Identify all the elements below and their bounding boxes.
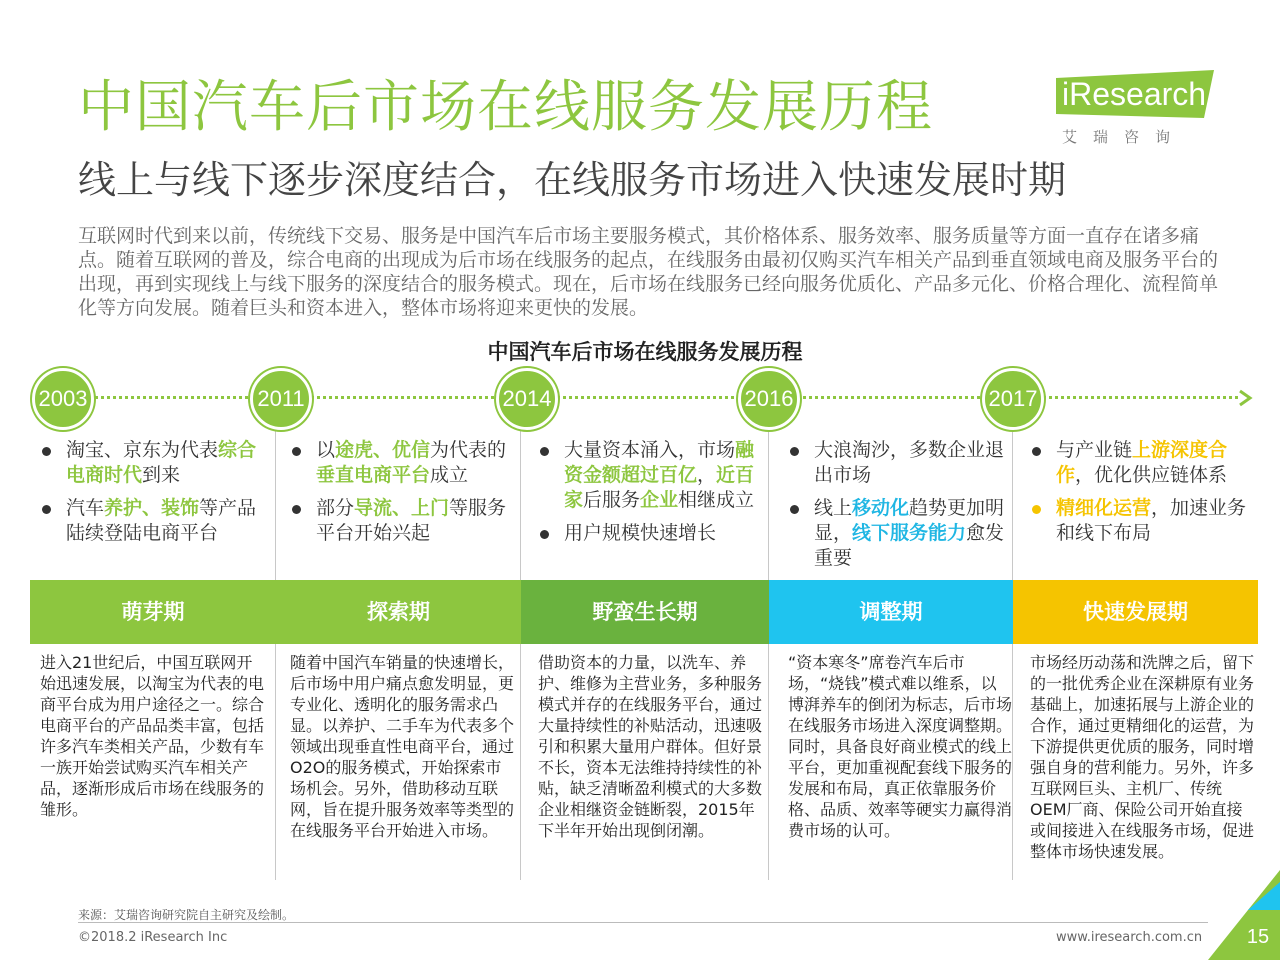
- bullet-text: ，加速业务和线下布局: [1056, 497, 1247, 544]
- bullet-dot-icon: [1032, 447, 1041, 456]
- bullet-dot-icon: [540, 530, 549, 539]
- highlight-text: 融资金额超过百亿: [564, 439, 755, 486]
- bullet-item: [538, 521, 770, 546]
- bullet-text: 等产品陆续登陆电商平台: [66, 497, 257, 544]
- bullet-text: 以: [316, 439, 336, 461]
- iresearch-logo: [1052, 66, 1222, 150]
- phase-description: 进入21世纪后，中国互联网开始迅速发展，以淘宝为代表的电商平台成为用户途径之一。综合电商平台的产品品类丰富，包括许多汽车类相关产品，少数有车一族开始尝试购买汽车相关产品，逐渐形成后市场在线服务的雏形。: [40, 653, 265, 819]
- highlight-text: 移动化: [852, 497, 910, 519]
- highlight-text: 途虎、优信: [335, 439, 431, 461]
- phase-label: 快速发展期: [1013, 580, 1258, 644]
- bullet-dot-icon: [790, 505, 799, 514]
- bullet-item: [290, 438, 522, 488]
- bullet-dot-icon: [790, 447, 799, 456]
- bullet-dot-icon: [540, 447, 549, 456]
- year-marker: 2016: [738, 368, 800, 430]
- bullet-text: 后服务: [583, 489, 641, 511]
- bullet-text: 相继成立: [678, 489, 755, 511]
- bullet-dot-icon: [1032, 505, 1041, 514]
- page-title: 中国汽车后市场在线服务发展历程: [78, 75, 933, 140]
- bullet-text: ，: [697, 464, 717, 486]
- bullet-item: [40, 496, 272, 546]
- highlight-text: 精细化运营: [1056, 497, 1152, 519]
- source-note: 来源：艾瑞咨询研究院自主研究及绘制。: [78, 908, 295, 922]
- milestone-bullets: [538, 438, 770, 554]
- year-marker: 2014: [496, 368, 558, 430]
- milestone-bullets: [290, 438, 522, 554]
- phase-description: 随着中国汽车销量的快速增长，后市场中用户痛点愈发明显，更专业化、透明化的服务需求凸显。以养护、二手车为代表多个领域出现垂直性电商平台，通过O2O的服务模式，开始探索市场机会。另外，借助移动互联网，旨在提升服务效率等类型的在线服务平台开始进入市场。: [290, 653, 515, 840]
- page-number: 15: [1246, 926, 1270, 948]
- bullet-text: 到来: [142, 464, 181, 486]
- phase-label: 探索期: [276, 580, 521, 644]
- phase-label: 调整期: [769, 580, 1013, 644]
- bullet-item: [1030, 496, 1262, 546]
- copyright: ©2018.2 iResearch Inc: [78, 930, 228, 945]
- timeline-line: [60, 396, 1238, 399]
- bullet-text: 用户规模快速增长: [564, 522, 717, 544]
- bullet-text: 汽车: [66, 497, 105, 519]
- bullet-text: 大量资本涌入，市场: [564, 439, 736, 461]
- bullet-text: 部分: [316, 497, 355, 519]
- milestone-bullets: [1030, 438, 1262, 554]
- year-marker: 2017: [982, 368, 1044, 430]
- column-separator: [275, 430, 276, 880]
- footer-divider: [78, 922, 1208, 923]
- timeline-arrow-icon: [1236, 388, 1256, 408]
- chart-title: 中国汽车后市场在线服务发展历程: [487, 340, 803, 364]
- phase-description: 借助资本的力量，以洗车、养护、维修为主营业务，多种服务模式并存的在线服务平台，通过大量持续性的补贴活动，迅速吸引和积累大量用户群体。但好景不长，资本无法维持持续性的补贴，缺乏清晰盈利模式的大多数企业相继资金链断裂，2015年下半年开始出现倒闭潮。: [538, 653, 763, 840]
- bullet-item: [1030, 438, 1262, 488]
- phase-label: 野蛮生长期: [521, 580, 769, 644]
- bullet-item: [788, 438, 1020, 488]
- bullet-text: 为代表的: [430, 439, 507, 461]
- highlight-text: 垂直电商平台: [316, 464, 431, 486]
- highlight-text: 养护、装饰: [104, 497, 200, 519]
- bullet-text: 线上: [814, 497, 853, 519]
- bullet-item: [290, 496, 522, 546]
- highlight-text: 导流、上门: [354, 497, 450, 519]
- bullet-item: [788, 496, 1020, 571]
- highlight-text: 上游深度合作: [1056, 439, 1228, 486]
- highlight-text: 线下服务能力: [852, 522, 967, 544]
- intro-paragraph: 互联网时代到来以前，传统线下交易、服务是中国汽车后市场主要服务模式，其价格体系、服务效率、服务质量等方面一直存在诸多痛点。随着互联网的普及，综合电商的出现成为后市场在线服务的起点，在线服务由最初仅购买汽车相关产品到垂直领域电商及服务平台的出现，再到实现线上与线下服务的深度结合的服务模式。现在，后市场在线服务已经向服务优质化、产品多元化、价格合理化、流程简单化等方向发展。随着巨头和资本进入，整体市场将迎来更快的发展。: [78, 225, 1219, 319]
- website: www.iresearch.com.cn: [1056, 930, 1203, 945]
- year-marker: 2003: [32, 368, 94, 430]
- bullet-dot-icon: [292, 505, 301, 514]
- bullet-dot-icon: [42, 447, 51, 456]
- phase-description: 市场经历动荡和洗牌之后，留下的一批优秀企业在深耕原有业务基础上，加速拓展与上游企业的合作，通过更精细化的运营，为下游提供更优质的服务，同时增强自身的营利能力。另外，许多互联网巨头、主机厂、传统OEM厂商、保险公司开始直接或间接进入在线服务市场，促进整体市场快速发展。: [1030, 653, 1255, 861]
- logo-subtitle: 艾瑞咨询: [1062, 128, 1187, 146]
- highlight-text: 综合电商时代: [66, 439, 257, 486]
- highlight-text: 近百家: [564, 464, 755, 511]
- phase-description: “资本寒冬”席卷汽车后市场，“烧钱”模式难以维系，以博湃养车的倒闭为标志，后市场在线服务市场进入深度调整期。同时，具备良好商业模式的线上平台，更加重视配套线下服务的发展和布局，真正依靠服务价格、品质、效率等硬实力赢得消费市场的认可。: [788, 653, 1013, 840]
- bullet-dot-icon: [42, 505, 51, 514]
- bullet-text: 成立: [430, 464, 469, 486]
- milestone-bullets: [40, 438, 272, 554]
- bullet-text: 大浪淘沙，多数企业退出市场: [814, 439, 1005, 486]
- bullet-text: 淘宝、京东为代表: [66, 439, 219, 461]
- page-subtitle: 线上与线下逐步深度结合，在线服务市场进入快速发展时期: [78, 158, 1067, 202]
- bullet-text: 与产业链: [1056, 439, 1133, 461]
- year-marker: 2011: [250, 368, 312, 430]
- highlight-text: 企业: [640, 489, 679, 511]
- bullet-text: 趋势更加明显，: [814, 497, 1005, 544]
- bullet-text: 等服务平台开始兴起: [316, 497, 507, 544]
- bullet-text: 愈发重要: [814, 522, 1005, 569]
- bullet-item: [40, 438, 272, 488]
- logo-brand: iResearch: [1062, 76, 1207, 112]
- bullet-dot-icon: [292, 447, 301, 456]
- phase-label: 萌芽期: [30, 580, 276, 644]
- bullet-text: ，优化供应链体系: [1075, 464, 1228, 486]
- bullet-item: [538, 438, 770, 513]
- milestone-bullets: [788, 438, 1020, 579]
